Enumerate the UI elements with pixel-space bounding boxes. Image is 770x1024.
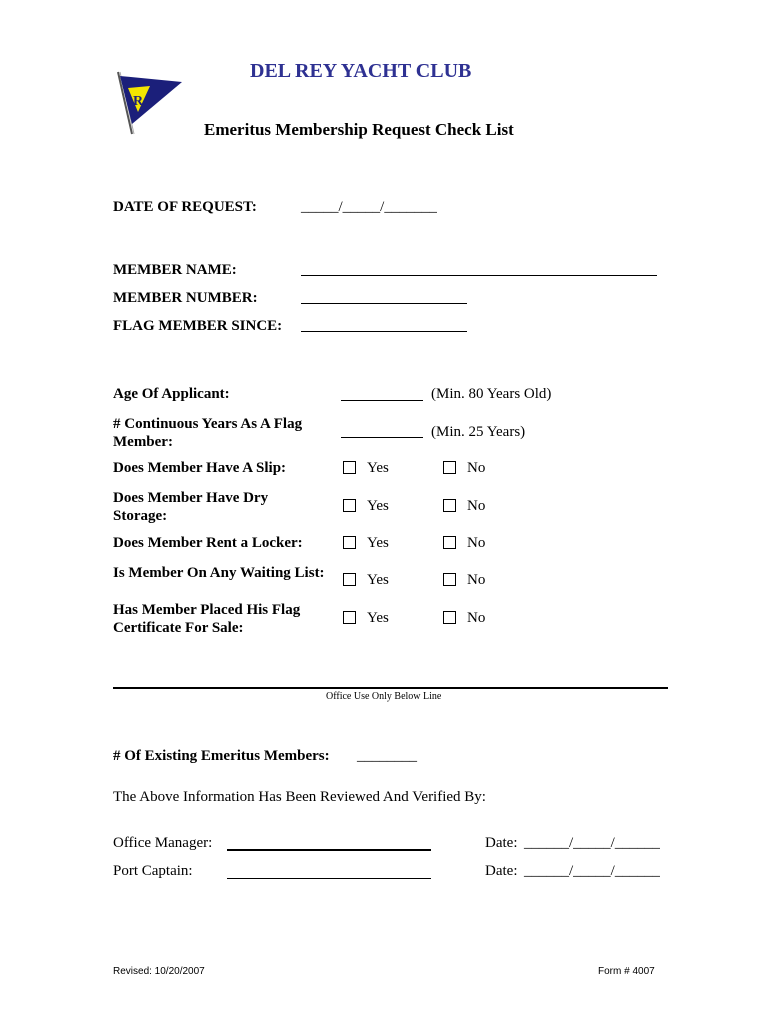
- member-name-field[interactable]: [301, 275, 657, 276]
- yes-checkbox[interactable]: [343, 499, 356, 512]
- yes-label: Yes: [367, 498, 389, 514]
- years-field[interactable]: [341, 437, 423, 438]
- member-name-label: MEMBER NAME:: [113, 262, 237, 278]
- date-of-request-field[interactable]: _____/_____/_______: [301, 199, 437, 215]
- no-label: No: [467, 610, 486, 626]
- yes-label: Yes: [367, 610, 389, 626]
- date-of-request-label: DATE OF REQUEST:: [113, 199, 257, 215]
- no-label: No: [467, 498, 486, 514]
- port-captain-date-field[interactable]: ______/_____/______: [524, 863, 660, 879]
- question-label: Does Member Rent a Locker:: [113, 535, 303, 551]
- yes-checkbox[interactable]: [343, 611, 356, 624]
- form-title: Emeritus Membership Request Check List: [204, 120, 514, 139]
- yes-checkbox[interactable]: [343, 461, 356, 474]
- office-manager-date-label: Date:: [485, 835, 518, 851]
- no-checkbox[interactable]: [443, 573, 456, 586]
- club-name: DEL REY YACHT CLUB: [250, 60, 472, 82]
- revised-date: Revised: 10/20/2007: [113, 966, 205, 977]
- yes-checkbox[interactable]: [343, 536, 356, 549]
- yes-label: Yes: [367, 572, 389, 588]
- no-checkbox[interactable]: [443, 499, 456, 512]
- age-note: (Min. 80 Years Old): [431, 386, 552, 402]
- member-number-label: MEMBER NUMBER:: [113, 290, 258, 306]
- yes-checkbox[interactable]: [343, 573, 356, 586]
- office-use-divider: [113, 687, 668, 689]
- no-checkbox[interactable]: [443, 611, 456, 624]
- port-captain-label: Port Captain:: [113, 863, 193, 879]
- no-checkbox[interactable]: [443, 461, 456, 474]
- reviewed-statement: The Above Information Has Been Reviewed And Verified By:: [113, 789, 486, 805]
- existing-emeritus-field[interactable]: ________: [357, 748, 417, 764]
- yacht-club-burgee-logo: [110, 68, 190, 140]
- office-manager-signature-field[interactable]: [227, 849, 431, 851]
- no-label: No: [467, 572, 486, 588]
- question-label: Has Member Placed His Flag Certificate For Sale:: [113, 602, 301, 636]
- no-checkbox[interactable]: [443, 536, 456, 549]
- office-manager-label: Office Manager:: [113, 835, 213, 851]
- flag-member-since-label: FLAG MEMBER SINCE:: [113, 318, 283, 334]
- svg-text:R: R: [133, 94, 144, 109]
- office-manager-date-field[interactable]: ______/_____/______: [524, 835, 660, 851]
- years-label: # Continuous Years As A Flag Member:: [113, 416, 303, 450]
- office-use-caption: Office Use Only Below Line: [326, 691, 442, 702]
- flag-member-since-field[interactable]: [301, 331, 467, 332]
- no-label: No: [467, 535, 486, 551]
- form-number: Form # 4007: [598, 966, 655, 977]
- existing-emeritus-label: # Of Existing Emeritus Members:: [113, 748, 330, 764]
- question-label: Is Member On Any Waiting List:: [113, 565, 325, 581]
- yes-label: Yes: [367, 460, 389, 476]
- member-number-field[interactable]: [301, 303, 467, 304]
- port-captain-signature-field[interactable]: [227, 878, 431, 879]
- age-field[interactable]: [341, 400, 423, 401]
- yes-label: Yes: [367, 535, 389, 551]
- question-label: Does Member Have A Slip:: [113, 460, 287, 476]
- question-label: Does Member Have Dry Storage:: [113, 490, 269, 524]
- years-note: (Min. 25 Years): [431, 424, 526, 440]
- age-label: Age Of Applicant:: [113, 386, 230, 402]
- no-label: No: [467, 460, 486, 476]
- port-captain-date-label: Date:: [485, 863, 518, 879]
